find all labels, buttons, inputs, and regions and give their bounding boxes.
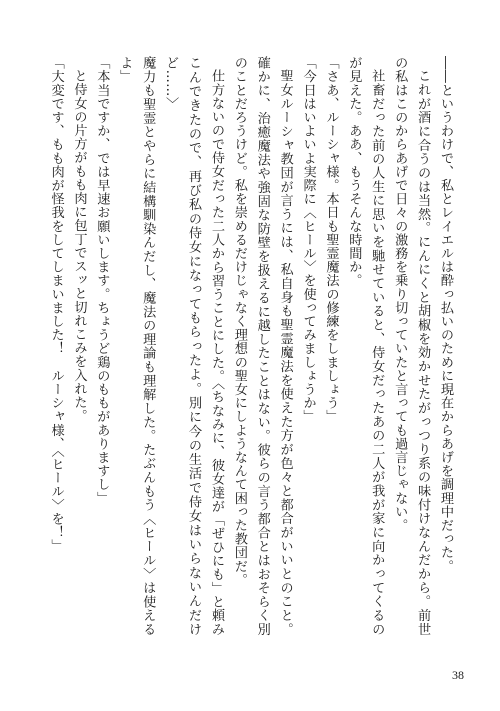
page-number: 38 [452,668,464,682]
dialogue-line: 「さあ、ルーシャ様。本日も聖霊魔法の修練をしましょう」 [323,56,339,424]
paragraph: 社畜だった前の人生に思いを馳せていると、侍女だったあの二人が我が家に向かってくるのが見えた。ああ、もうそんな時間か。 [346,56,385,636]
vertical-text-body [44,56,456,636]
paragraph: ――というわけで、私とレイエルは酔っ払いのために現在からあげを調理中だった。 [438,56,453,573]
paragraph: 魔力も聖霊とやらに結構馴染んだし、魔法の理論も理解した。たぶんもう〈ヒール〉は使えるよ」 [117,56,156,636]
dialogue-line: 「大変です、もも肉が怪我をしてしまいました！ ルーシャ様、〈ヒール〉を！」 [48,56,64,553]
paragraph: と侍女の片方がもも肉に包丁でスッと切れこみを入れた。 [71,69,87,423]
paragraph: これが酒に合うのは当然。にんにくと胡椒を効かせたがっつり系の味付けなんだから。前世の私はこのからあげで日々の激務を乗り切っていたと言っても過言じゃない。 [392,56,431,636]
paragraph: 仕方ないので侍女だった二人から習うことにした。〈ちなみに、彼女達が「ぜひにも」と頼みこんできたので、再び私の侍女になってもらったよ。別に今の生活で侍女はいらないんだけど……〉 [163,56,224,636]
dialogue-line: 「今日はいよいよ実際に〈ヒール〉を使ってみましょうか」 [300,56,316,424]
dialogue-line: 「本当ですか、では早速お願いします。ちょうど鶏のももがありますし」 [94,56,110,505]
paragraph: 聖女ルーシャ教団が言うには、私自身も聖霊魔法を使えた方が色々と都合がいいとのこと。確かに、治癒魔法や強固な防壁を扱えるに越したことはない。彼らの言う都合とはおそらく別のことだろうけど。私を崇めるだけじゃなく理想の聖女にしようなんて困った教団だ。 [231,56,293,636]
